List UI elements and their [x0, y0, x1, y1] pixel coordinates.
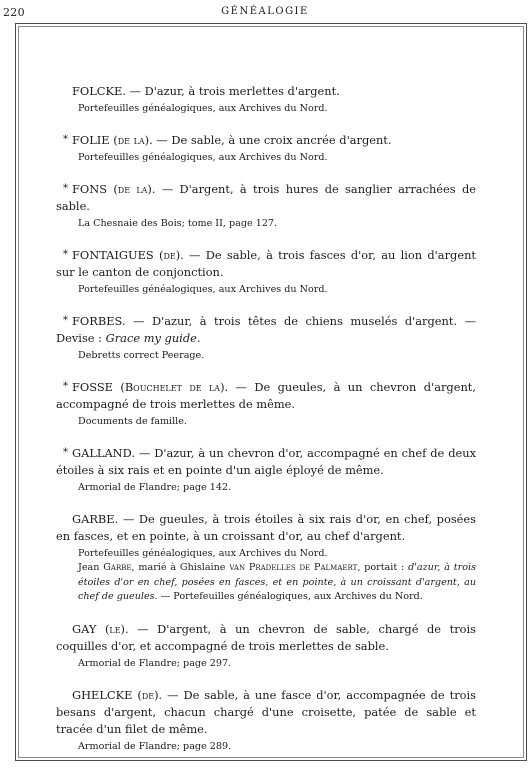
family-name: GAY [72, 621, 97, 636]
name-particle: (de la). [107, 182, 156, 196]
entry-main [56, 313, 476, 347]
family-name: FORBES. [72, 314, 126, 328]
blazon-text: — D'argent, à un chevron de sable, chargé de trois coquilles d'or, et accompagné de trois merlettes de sable. [56, 621, 476, 653]
source-citation: Portefeuilles généalogiques, aux Archives du Nord. [78, 103, 328, 114]
entry-folcke [56, 83, 476, 116]
entry-ghelcke [56, 687, 476, 754]
family-name: GALLAND. [72, 446, 135, 460]
name-particle: (de la). [109, 133, 153, 147]
name-particle: (de). [153, 248, 184, 262]
blazon-text: — D'azur, à trois têtes de chiens muselés d'argent. — [125, 314, 476, 328]
asterisk-mark: * [63, 447, 68, 458]
entry-main [56, 132, 476, 149]
genealogy-entries [56, 83, 476, 770]
entry-folie [56, 132, 476, 165]
blazon-text: — De gueules, à trois étoiles à six rais d'or, en chef, posées en fasces, et en pointe, à un croissant d'or, au chef d'argent. [56, 512, 476, 543]
entry-main [56, 247, 476, 281]
detail-text: , portait : [357, 562, 409, 573]
detail-blazon: d'azur, à trois étoiles d'or en chef, posées en fasces, et en pointe, à un croissant d'argent, au chef de gueules. [78, 562, 476, 602]
motto-intro: Devise : [56, 331, 106, 345]
running-head: GÉNÉALOGIE [221, 6, 309, 17]
asterisk-mark: * [63, 381, 68, 392]
detail-spouse-name: van Pradelles de Palmaert [229, 562, 358, 573]
family-name: FOLCKE. [72, 84, 126, 98]
blazon-text: — De sable, à une croix ancrée d'argent. [152, 133, 392, 147]
entry-main [56, 181, 476, 215]
entry-fontaigues [56, 247, 476, 297]
family-name: FOLIE [72, 133, 110, 147]
entry-galland [56, 445, 476, 495]
page-number: 220 [3, 6, 25, 19]
entry-main [56, 445, 476, 479]
entry-main [56, 511, 476, 545]
blazon-text: — D'azur, à trois merlettes d'argent. [125, 84, 340, 98]
family-name: FONS [72, 182, 108, 196]
asterisk-mark: * [63, 134, 68, 145]
detail-source: — Portefeuilles généalogiques, aux Archives du Nord. [157, 591, 423, 602]
family-name: GARBE. [72, 512, 119, 526]
entry-main [56, 379, 476, 413]
asterisk-mark: * [63, 315, 68, 326]
entry-main [56, 83, 476, 100]
name-particle: (de). [132, 687, 163, 702]
blazon-text: — D'argent, à trois hures de sanglier arrachées de sable. [56, 182, 476, 213]
source-citation: Portefeuilles généalogiques, aux Archives du Nord. [78, 152, 328, 163]
blazon-text: — De sable, à une fasce d'or, accompagnée de trois besans d'argent, chacun chargé d'une croisette, patée de sable et tracée d'un filet de même. [56, 687, 476, 736]
entry-gay [56, 621, 476, 671]
family-name: GHELCKE [72, 687, 133, 702]
entry-main [56, 621, 476, 655]
source-citation: La Chesnaie des Bois; tome II, page 127. [78, 218, 278, 229]
source-citation: Portefeuilles généalogiques, aux Archives du Nord. [78, 548, 328, 559]
family-name: FOSSE [72, 380, 113, 394]
entry-forbes [56, 313, 476, 363]
blazon-text: — De gueules, à un chevron d'argent, accompagné de trois merlettes de même. [56, 380, 477, 411]
detail-text: , marié à Ghislaine [131, 562, 230, 573]
asterisk-mark: * [63, 183, 68, 194]
entry-garbe [56, 511, 476, 605]
source-citation: Armorial de Flandre; page 297. [78, 657, 232, 669]
blazon-text: — De sable, à trois fasces d'or, au lion d'argent sur le canton de conjonction. [56, 248, 476, 279]
motto-text: Grace my guide. [105, 331, 201, 345]
source-citation: Armorial de Flandre; page 142. [78, 482, 232, 493]
detail-person-name: Garbe [103, 562, 132, 573]
entry-fons [56, 181, 476, 231]
detail-prefix: Jean [78, 562, 104, 573]
blazon-text: — D'azur, à un chevron d'or, accompagné en chef de deux étoiles à six rais et en pointe d'un aigle éployé de même. [56, 446, 476, 477]
name-particle: (Bouchelet de la). [112, 380, 229, 394]
asterisk-mark: * [63, 249, 68, 260]
entry-main [56, 687, 476, 738]
source-citation: Debretts correct Peerage. [78, 350, 205, 361]
source-citation: Armorial de Flandre; page 289. [78, 740, 232, 752]
source-citation: Documents de famille. [78, 416, 187, 427]
entry-detail-note [56, 561, 476, 605]
entry-fosse [56, 379, 476, 429]
name-particle: (le). [96, 621, 129, 636]
family-name: FONTAIGUES [72, 248, 154, 262]
source-citation: Portefeuilles généalogiques, aux Archives du Nord. [78, 284, 328, 295]
